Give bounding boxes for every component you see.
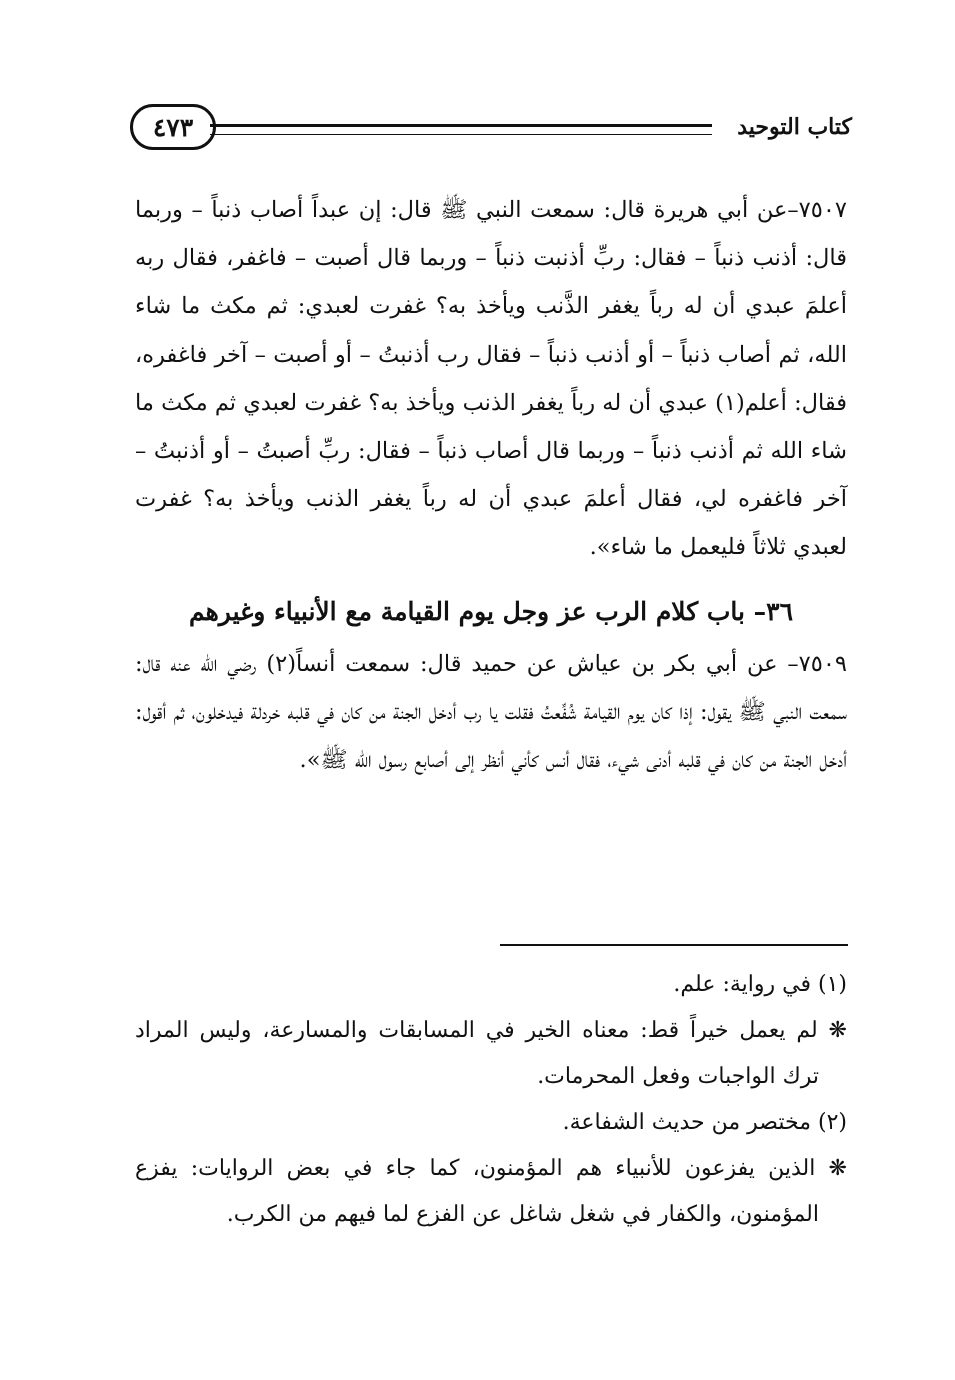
footnote-1: (١) في رواية: علم. [673, 972, 847, 997]
hadith-7507: ٧٥٠٧–عن أبي هريرة قال: سمعت النبي ﷺ قال: إن عبداً أصاب ذنباً – وربما قال: أذنب ذنباً – فقال: ربِّ أذنبت ذنباً – وربما قال أصبت – فاغفر، فقال ربه أعلمَ عبدي أن له رباً يغفر الذَّنب ويأخذ به؟ غفرت لعبدي: ثم مكث ما شاء الله، ثم أصاب ذنباً – أو أذنب ذنباً – فقال رب أذنبتُ – أو أصبت – آخر فاغفره، فقال: أعلم(١) عبدي أن له رباً يغفر الذنب ويأخذ به؟ غفرت لعبدي ثم مكث ما شاء الله ثم أذنب ذنباً – وربما قال أصاب ذنباً – فقال: ربِّ أصبتُ – أو أذنبتُ – آخر فاغفره لي، فقال أعلمَ عبدي أن له رباً يغفر الذنب ويأخذ به؟ غفرت لعبدي ثلاثاً فليعمل ما شاء». [135, 197, 848, 561]
running-title: كتاب التوحيد [737, 114, 852, 140]
chapter-heading: ٣٦– باب كلام الرب عز وجل يوم القيامة مع الأنبياء وغيرهم [188, 596, 793, 626]
commentary-note-2: ❋ الذين يفزعون للأنبياء هم المؤمنون، كما جاء في بعض الروايات: يفزع المؤمنون، والكفار في شغل شاغل عن الفزع لما فيهم من الكرب. [135, 1156, 847, 1227]
footnote-2: (٢) مختصر من حديث الشفاعة. [562, 1110, 847, 1135]
header-rule [210, 124, 712, 135]
main-text [135, 186, 847, 784]
page-header [130, 104, 852, 156]
page-number: ٤٧٣ [152, 112, 194, 142]
footnotes [135, 962, 847, 1238]
footnote-separator [500, 944, 848, 946]
page-number-frame [130, 104, 216, 150]
commentary-note-1: ❋ لم يعمل خيراً قط: معناه الخير في المسابقات والمسارعة، وليس المراد ترك الواجبات وفعل المحرمات. [135, 1018, 847, 1089]
hadith-7509: ٧٥٠٩– عن أبي بكر بن عياش عن حميد قال: سمعت أنساً(٢) رضي الله عنه قال: سمعت النبي ﷺ يقول: إذا كان يوم القيامة شُفِّعتُ فقلت يا رب أدخل الجنة من كان في قلبه خردلة فيدخلون، ثم أقول: أدخل الجنة من كان في قلبه أدنى شيء، فقال أنس كأني أنظر إلى أصابع رسول الله ﷺ». [135, 650, 847, 774]
